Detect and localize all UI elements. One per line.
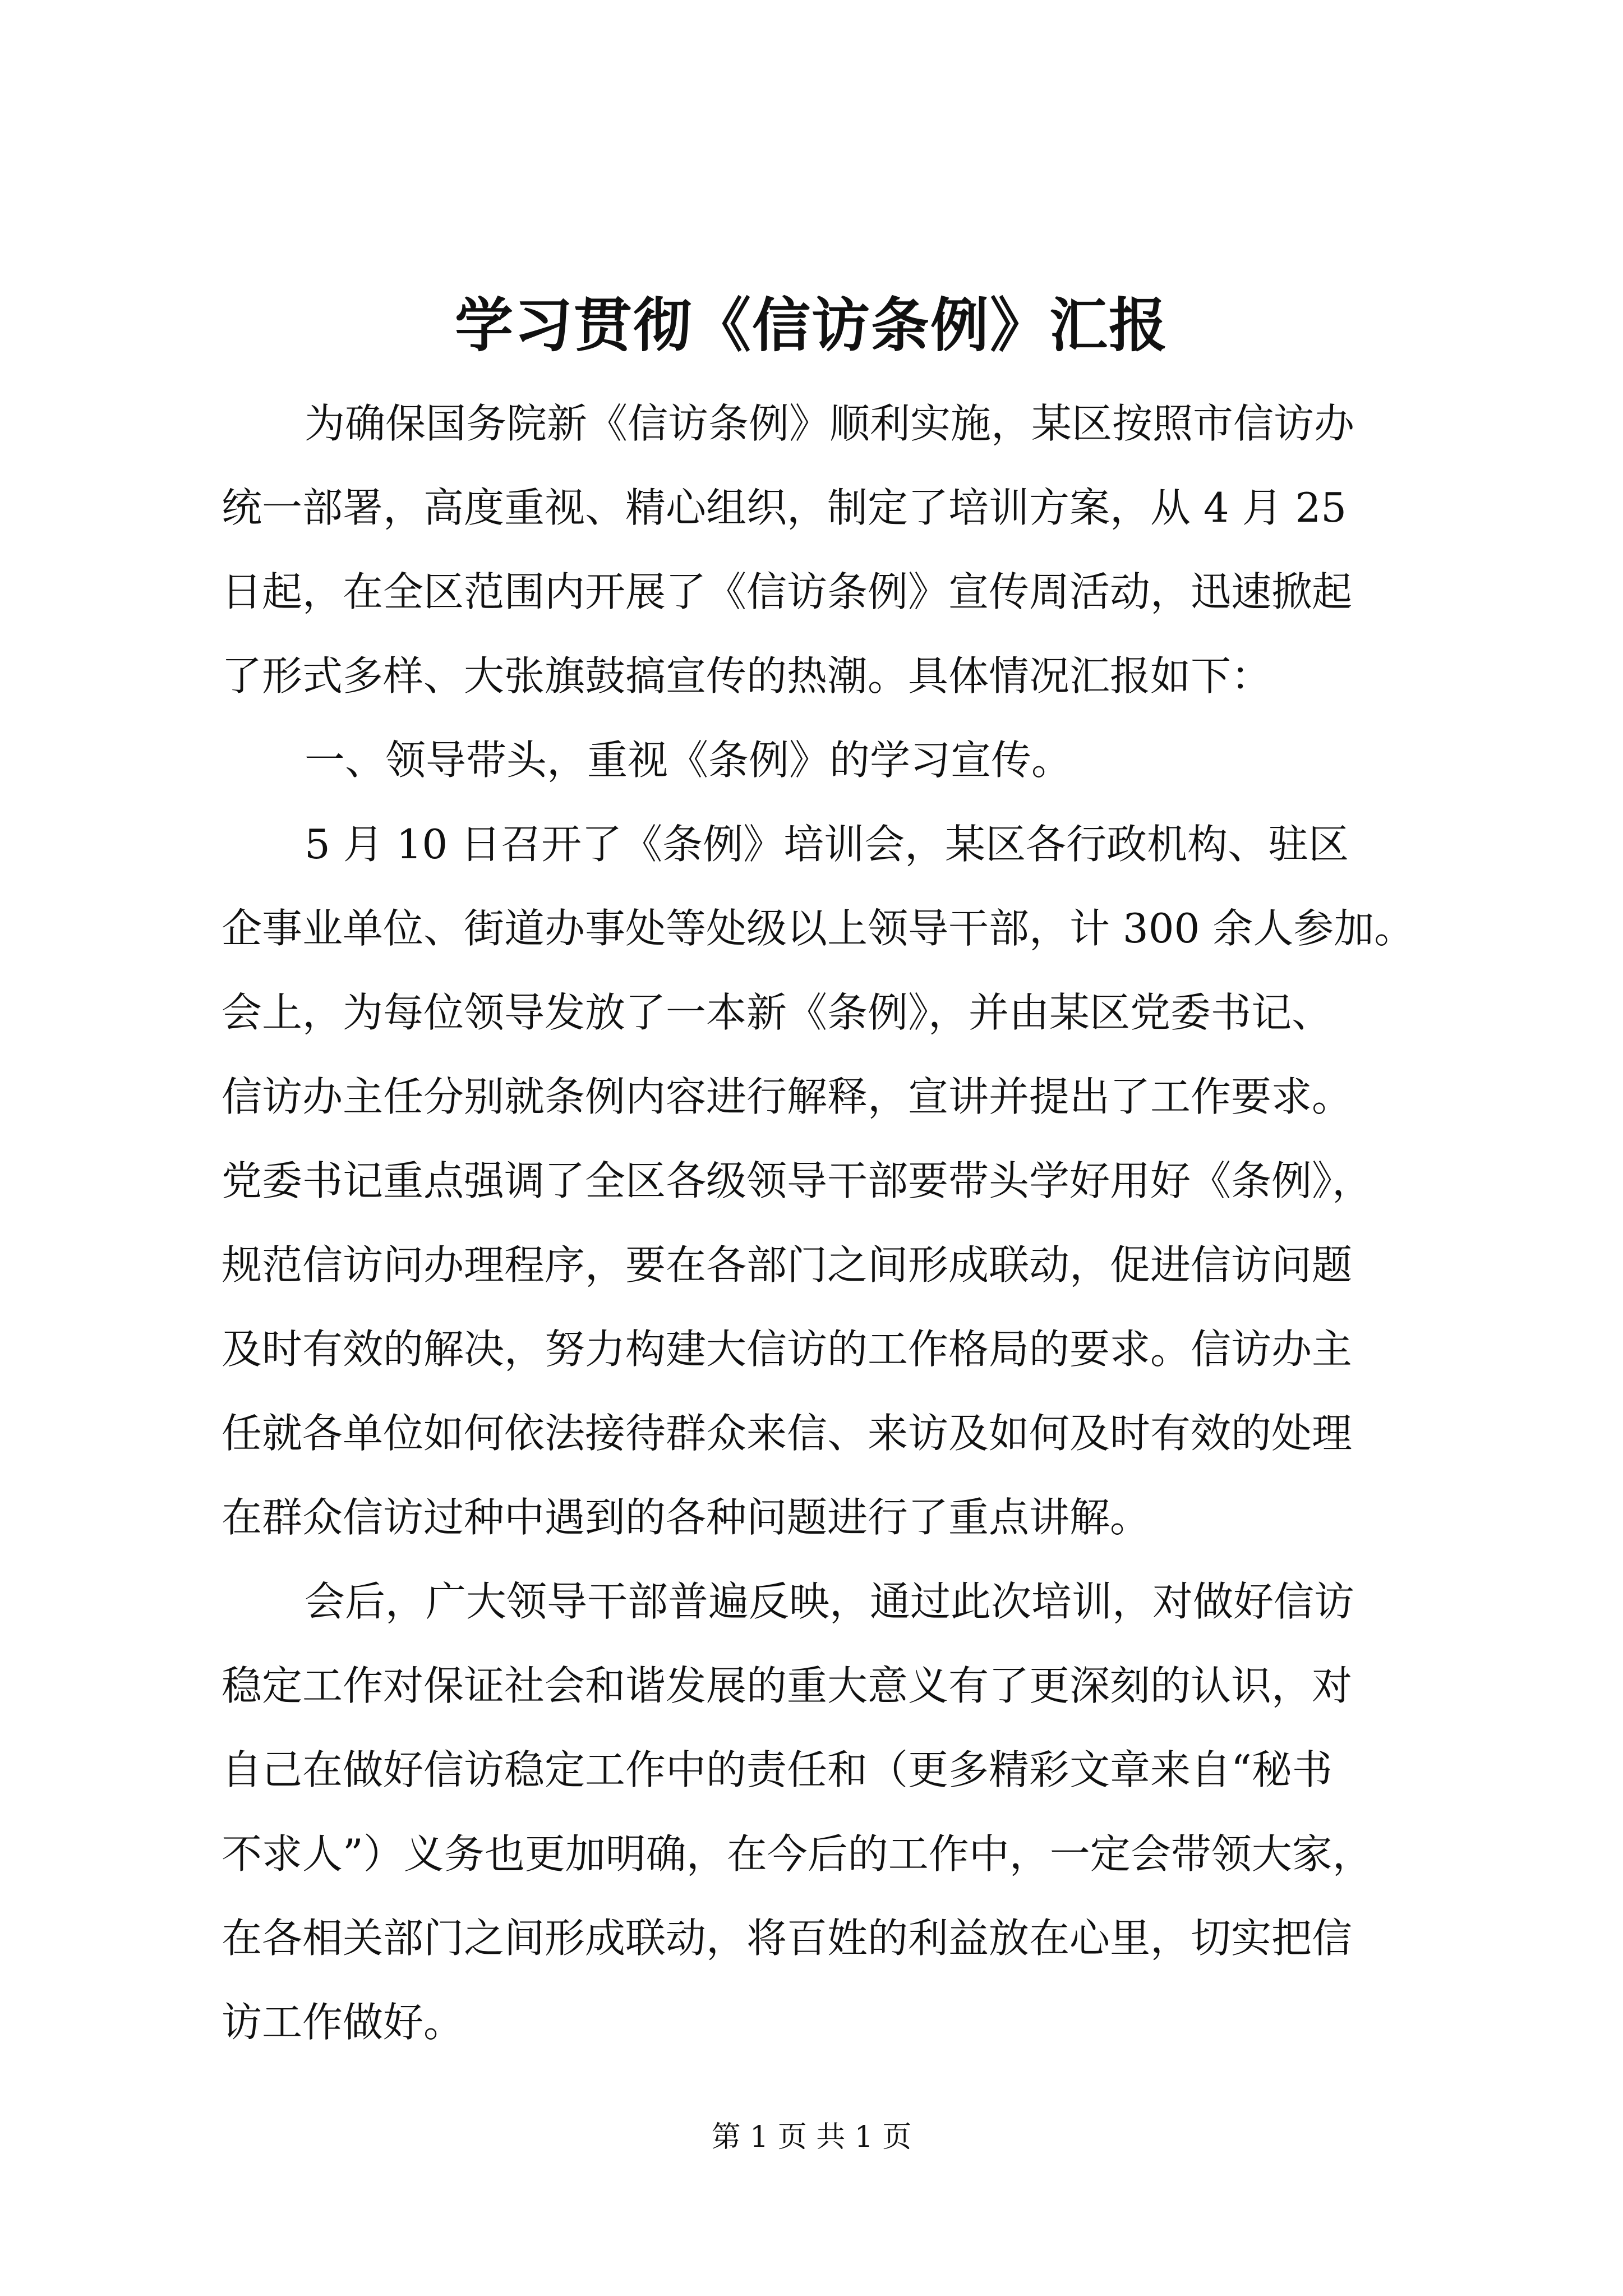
section-heading-line: 一、领导带头，重视《条例》的学习宣传。 <box>305 737 1072 784</box>
paragraph-line: 了形式多样、大张旗鼓搞宣传的热潮。具体情况汇报如下： <box>222 652 1272 700</box>
paragraph-line: 在各相关部门之间形成联动，将百姓的利益放在心里，切实把信 <box>222 1915 1353 1962</box>
paragraph-line: 访工作做好。 <box>222 1999 464 2046</box>
document-title: 学习贯彻《信访条例》汇报 <box>454 291 1168 360</box>
paragraph-line: 会上，为每位领导发放了一本新《条例》，并由某区党委书记、 <box>222 989 1332 1036</box>
paragraph-line: 在群众信访过种中遇到的各种问题进行了重点讲解。 <box>222 1494 1151 1541</box>
paragraph-line: 企事业单位、街道办事处等处级以上领导干部，计 300 余人参加。 <box>222 905 1415 952</box>
paragraph-line: 稳定工作对保证社会和谐发展的重大意义有了更深刻的认识，对 <box>222 1662 1353 1709</box>
paragraph-line: 统一部署，高度重视、精心组织，制定了培训方案，从 4 月 25 <box>222 484 1347 531</box>
section-heading <box>222 718 1410 802</box>
paragraph-line: 自己在做好信访稳定工作中的责任和（更多精彩文章来自“秘书 <box>222 1746 1332 1793</box>
paragraph-line: 5 月 10 日召开了《条例》培训会，某区各行政机构、驻区 <box>305 821 1349 868</box>
paragraph-line: 信访办主任分别就条例内容进行解释，宣讲并提出了工作要求。 <box>222 1073 1353 1120</box>
paragraph-after-meeting <box>222 1559 1410 2064</box>
paragraph-line: 任就各单位如何依法接待群众来信、来访及如何及时有效的处理 <box>222 1410 1353 1457</box>
paragraph-training-meeting <box>222 802 1415 1559</box>
paragraph-line: 及时有效的解决，努力构建大信访的工作格局的要求。信访办主 <box>222 1326 1353 1373</box>
paragraph-line: 会后，广大领导干部普遍反映，通过此次培训，对做好信访 <box>305 1578 1355 1625</box>
document-body <box>222 381 1415 2064</box>
paragraph-intro <box>222 381 1410 718</box>
paragraph-line: 党委书记重点强调了全区各级领导干部要带头学好用好《条例》， <box>222 1157 1373 1204</box>
paragraph-line: 日起，在全区范围内开展了《信访条例》宣传周活动，迅速掀起 <box>222 568 1353 615</box>
page-footer: 第 1 页 共 1 页 <box>711 2120 912 2154</box>
paragraph-line: 不求人”）义务也更加明确，在今后的工作中，一定会带领大家， <box>222 1830 1373 1878</box>
paragraph-line: 规范信访问办理程序，要在各部门之间形成联动，促进信访问题 <box>222 1241 1353 1289</box>
paragraph-line: 为确保国务院新《信访条例》顺利实施，某区按照市信访办 <box>305 400 1355 447</box>
